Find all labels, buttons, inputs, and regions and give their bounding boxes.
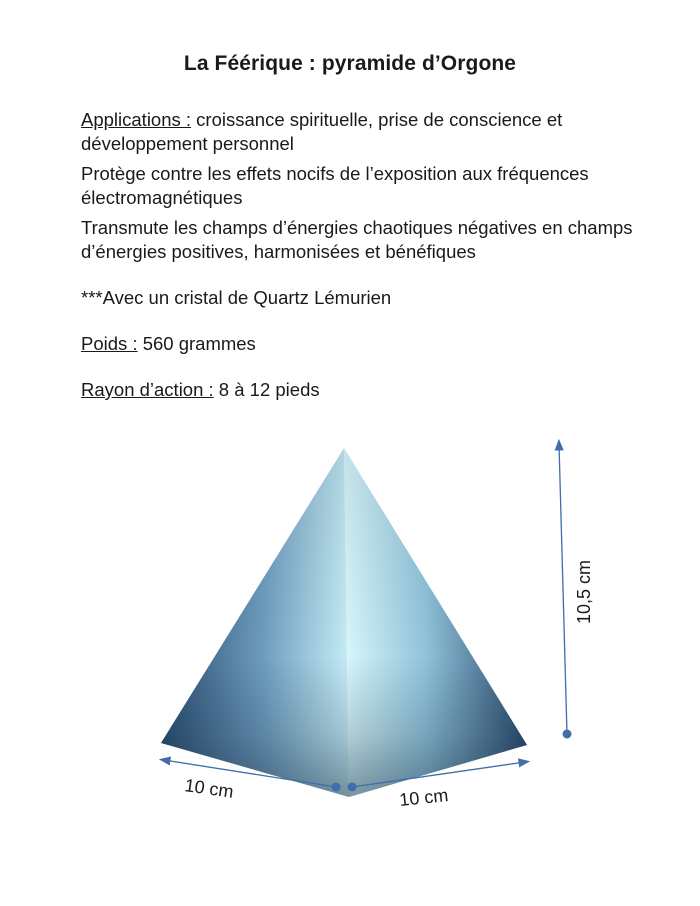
applications-label: Applications : (81, 109, 192, 130)
range-value: 8 à 12 pieds (213, 379, 320, 400)
height-dimension-line (559, 444, 567, 734)
document-title: La Féérique : pyramide d’Orgone (183, 52, 517, 75)
pyramid-shading (161, 448, 527, 797)
right-width-dimension-dot (348, 783, 357, 792)
applications-text: croissance spirituelle, prise de conscience et développement personnel (81, 109, 563, 154)
height-dimension-dot (563, 730, 572, 739)
right-width-label: 10 cm (398, 784, 450, 810)
range-label: Rayon d’action : (81, 379, 214, 400)
crystal-note: ***Avec un cristal de Quartz Lémurien (81, 287, 392, 308)
transmute-paragraph: Transmute les champs d’énergies chaotiques négatives en champs d’énergies positives, harmonisées et bénéfiques (81, 217, 633, 262)
left-width-dimension-dot (332, 783, 341, 792)
weight-label: Poids : (81, 333, 138, 354)
left-width-label: 10 cm (183, 775, 235, 802)
height-label: 10,5 cm (574, 559, 594, 624)
weight-value: 560 grammes (137, 333, 256, 354)
protection-paragraph: Protège contre les effets nocifs de l’exposition aux fréquences électromagnétiques (81, 163, 589, 208)
